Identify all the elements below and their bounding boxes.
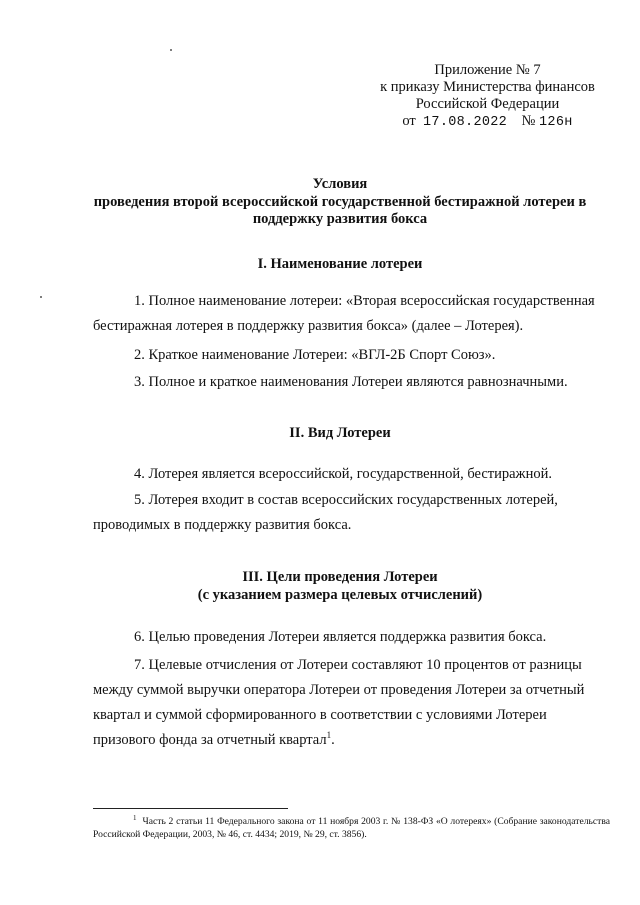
footnote-mark: 1 [133,813,137,822]
appendix-line-1: Приложение № 7 [434,62,541,78]
footnote [93,815,610,841]
order-number: 126н [539,115,573,130]
paragraph-1 [93,289,610,339]
section-3-heading [80,569,600,604]
number-prefix: № [521,113,536,129]
footnote-separator [93,808,288,809]
date-prefix: от [402,113,416,129]
paragraph-7-line-2: между суммой выручки оператора Лотереи от проведения Лотереи за отчетный [93,682,585,698]
paragraph-5-line-1: 5. Лотерея входит в состав всероссийских государственных лотерей, [134,492,558,508]
paragraph-1-line-1: 1. Полное наименование лотереи: «Вторая всероссийская государственная [134,293,595,309]
paragraph-2 [93,343,610,368]
paragraph-3 [93,370,610,395]
footnote-text: Часть 2 статьи 11 Федерального закона от 11 ноября 2003 г. № 138-ФЗ «О лотереях» (Собрание законодательства Российской Федерации, 2003, № 46, ст. 4434; 2019, № 29, ст. 3856). [93,816,610,840]
paragraph-2-text: 2. Краткое наименование Лотереи: «ВГЛ-2Б Спорт Союз». [134,347,496,363]
paragraph-4 [93,462,610,487]
order-date: 17.08.2022 [423,115,508,130]
paragraph-7-line-1: 7. Целевые отчисления от Лотереи составляют 10 процентов от разницы [134,657,582,673]
appendix-line-2: к приказу Министерства финансов [380,79,595,95]
title-line-3: поддержку развития бокса [252,211,428,227]
paragraph-7-end: . [331,732,335,748]
paragraph-7-line-3: квартал и суммой сформированного в соответствии с условиями Лотереи [93,707,547,723]
title-line-2: проведения второй всероссийской государственной бестиражной лотереи в [93,193,587,210]
section-2-heading: II. Вид Лотереи [289,425,391,441]
paragraph-7 [93,653,610,753]
section-1-heading: I. Наименование лотереи [257,256,423,272]
paragraph-6 [93,625,610,650]
appendix-header [360,62,615,131]
paragraph-4-text: 4. Лотерея является всероссийской, государственной, бестиражной. [134,466,552,482]
appendix-date-line [360,113,615,131]
paragraph-1-line-2: бестиражная лотерея в поддержку развития бокса» (далее – Лотерея). [93,318,524,334]
paragraph-5-line-2: проводимых в поддержку развития бокса. [93,517,352,533]
appendix-line-3: Российской Федерации [415,96,560,112]
paragraph-6-text: 6. Целью проведения Лотереи является поддержка развития бокса. [134,629,547,645]
title-line-1: Условия [312,176,368,192]
document-title [80,176,600,229]
paragraph-7-line-4: призового фонда за отчетный квартал [93,732,327,748]
paragraph-5 [93,488,610,538]
section-3-heading-line-1: III. Цели проведения Лотереи [242,569,438,585]
scan-speck [40,296,42,298]
paragraph-3-text: 3. Полное и краткое наименования Лотереи являются равнозначными. [134,374,568,390]
section-3-heading-line-2: (с указанием размера целевых отчислений) [197,586,483,603]
scan-speck [170,49,172,51]
footnote-reference[interactable]: 1 [326,730,332,741]
